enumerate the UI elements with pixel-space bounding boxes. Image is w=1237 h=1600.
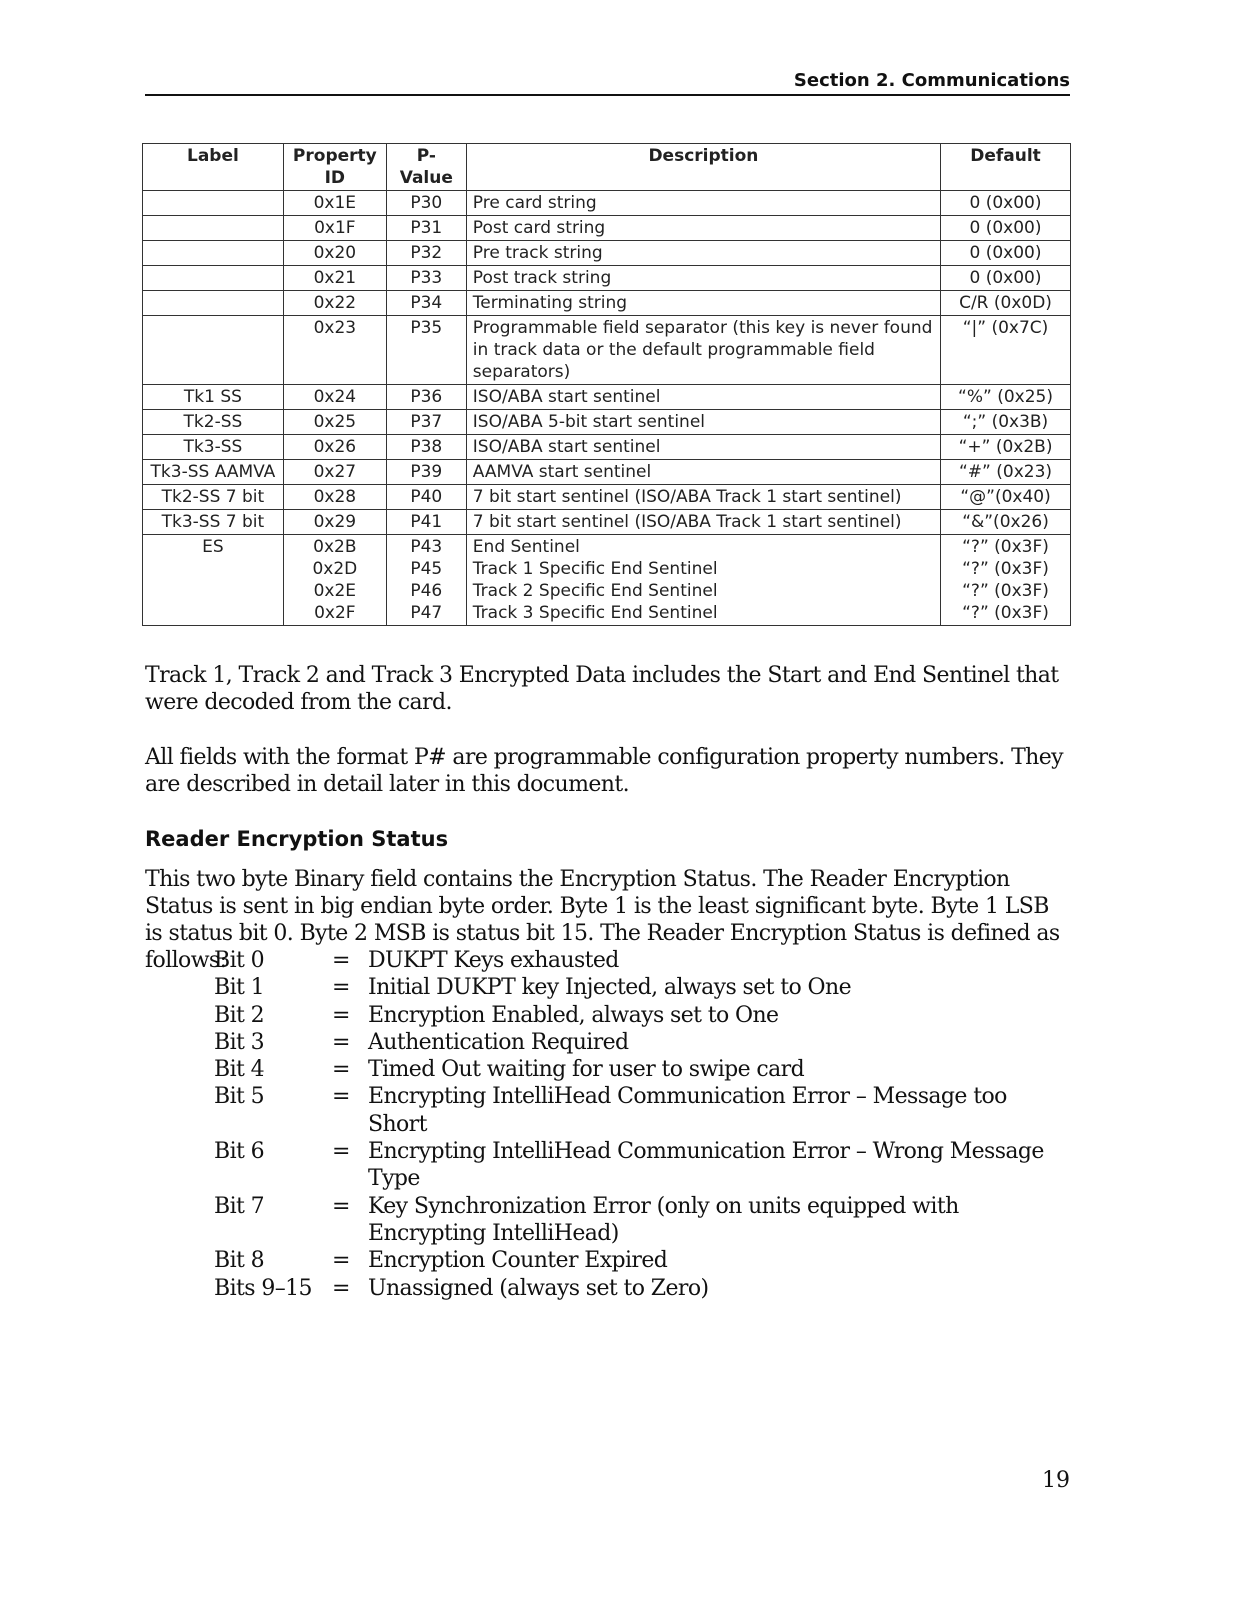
bit-definition xyxy=(214,1002,1070,1029)
cell-property-id: 0x1F xyxy=(283,216,386,241)
cell-property-id: 0x27 xyxy=(283,460,386,485)
cell-default: “%” (0x25) xyxy=(941,385,1071,410)
table-row xyxy=(143,241,1071,266)
cell-p-value: P35 xyxy=(386,316,466,385)
bit-definition xyxy=(214,1056,1070,1083)
cell-label: Tk2-SS xyxy=(143,410,284,435)
cell-default: “@”(0x40) xyxy=(941,485,1071,510)
bit-eq: = xyxy=(332,1193,350,1219)
cell-label: ES xyxy=(143,535,284,626)
cell-default: 0 (0x00) xyxy=(941,241,1071,266)
cell-description: Post track string xyxy=(466,266,940,291)
cell-property-id: 0x25 xyxy=(283,410,386,435)
cell-property-id: 0x1E xyxy=(283,191,386,216)
cell-description: Post card string xyxy=(466,216,940,241)
cell-label: Tk1 SS xyxy=(143,385,284,410)
cell-label xyxy=(143,191,284,216)
bit-eq: = xyxy=(332,975,350,1001)
cell-description: Pre card string xyxy=(466,191,940,216)
cell-p-value: P30 xyxy=(386,191,466,216)
bit-name: Bit 0 xyxy=(214,948,265,973)
bit-eq: = xyxy=(332,1139,350,1165)
cell-p-value: P41 xyxy=(386,510,466,535)
bit-name: Bit 6 xyxy=(214,1139,265,1165)
table-row xyxy=(143,460,1071,485)
cell-default: “+” (0x2B) xyxy=(941,435,1071,460)
bit-definition xyxy=(214,947,1070,974)
cell-default: 0 (0x00) xyxy=(941,266,1071,291)
cell-description: End Sentinel Track 1 Specific End Sentinel Track 2 Specific End Sentinel Track 3 Specific End Sentinel xyxy=(466,535,940,626)
table-row xyxy=(143,510,1071,535)
cell-p-value: P34 xyxy=(386,291,466,316)
cell-property-id: 0x21 xyxy=(283,266,386,291)
bit-text: Key Synchronization Error (only on units equipped with Encrypting IntelliHead) xyxy=(368,1193,959,1246)
paragraph-programmable-fields: All fields with the format P# are programmable configuration property numbers. They are described in detail later in this document. xyxy=(145,745,1063,797)
bit-name: Bits 9–15 xyxy=(214,1275,312,1301)
cell-property-id: 0x20 xyxy=(283,241,386,266)
cell-label: Tk3-SS xyxy=(143,435,284,460)
cell-property-id: 0x28 xyxy=(283,485,386,510)
cell-description: AAMVA start sentinel xyxy=(466,460,940,485)
table-row xyxy=(143,485,1071,510)
bit-eq: = xyxy=(332,948,350,973)
cell-p-value: P38 xyxy=(386,435,466,460)
cell-description: 7 bit start sentinel (ISO/ABA Track 1 start sentinel) xyxy=(466,510,940,535)
cell-default: “;” (0x3B) xyxy=(941,410,1071,435)
bit-definition xyxy=(214,1029,1070,1056)
bit-eq: = xyxy=(332,1248,350,1274)
cell-description: ISO/ABA start sentinel xyxy=(466,435,940,460)
cell-property-id: 0x29 xyxy=(283,510,386,535)
cell-label xyxy=(143,266,284,291)
bit-text: Timed Out waiting for user to swipe card xyxy=(368,1057,805,1083)
bit-eq: = xyxy=(332,1002,350,1028)
cell-default: “?” (0x3F) “?” (0x3F) “?” (0x3F) “?” (0x3F) xyxy=(941,535,1071,626)
cell-description: ISO/ABA 5-bit start sentinel xyxy=(466,410,940,435)
cell-description: 7 bit start sentinel (ISO/ABA Track 1 start sentinel) xyxy=(466,485,940,510)
table-row xyxy=(143,191,1071,216)
cell-p-value: P40 xyxy=(386,485,466,510)
cell-label xyxy=(143,291,284,316)
cell-property-id: 0x24 xyxy=(283,385,386,410)
table-row xyxy=(143,316,1071,385)
bit-eq: = xyxy=(332,1057,350,1083)
table-header-row xyxy=(143,144,1071,191)
bit-definition xyxy=(214,974,1070,1001)
section-heading: Reader Encryption Status xyxy=(145,827,449,851)
bit-eq: = xyxy=(332,1275,350,1301)
cell-label: Tk2-SS 7 bit xyxy=(143,485,284,510)
bit-text: Encryption Counter Expired xyxy=(368,1248,668,1274)
bit-name: Bit 1 xyxy=(214,975,265,1001)
bit-definition xyxy=(214,1247,1070,1274)
cell-label: Tk3-SS AAMVA xyxy=(143,460,284,485)
table-row xyxy=(143,216,1071,241)
cell-description: Terminating string xyxy=(466,291,940,316)
table-body xyxy=(143,191,1071,626)
bit-name: Bit 8 xyxy=(214,1248,265,1274)
cell-p-value: P39 xyxy=(386,460,466,485)
cell-default: “|” (0x7C) xyxy=(941,316,1071,385)
bit-definition xyxy=(214,1275,1070,1302)
cell-default: “#” (0x23) xyxy=(941,460,1071,485)
page-number: 19 xyxy=(1042,1468,1070,1493)
bit-name: Bit 3 xyxy=(214,1029,265,1055)
bit-text: Encrypting IntelliHead Communication Error – Message too Short xyxy=(368,1084,1007,1137)
bit-eq: = xyxy=(332,1029,350,1055)
bit-text: Initial DUKPT key Injected, always set to One xyxy=(368,975,851,1001)
bit-text: Encrypting IntelliHead Communication Error – Wrong Message Type xyxy=(368,1139,1044,1192)
cell-description: Pre track string xyxy=(466,241,940,266)
bit-text: Unassigned (always set to Zero) xyxy=(368,1275,709,1301)
cell-label xyxy=(143,216,284,241)
table-row xyxy=(143,291,1071,316)
bit-name: Bit 4 xyxy=(214,1057,265,1083)
cell-p-value: P32 xyxy=(386,241,466,266)
bit-name: Bit 2 xyxy=(214,1002,265,1028)
property-table xyxy=(142,143,1071,626)
header-property-id: Property ID xyxy=(283,144,386,191)
status-intro: This two byte Binary field contains the Encryption Status. The Reader Encryption Status is sent in big endian byte order. Byte 1 is the least significant byte. Byte 1 LSB is status bit 0. Byte 2 MSB is status bit 15. The Reader Encryption Status is defined as follows: xyxy=(145,867,1060,973)
cell-default: C/R (0x0D) xyxy=(941,291,1071,316)
bit-eq: = xyxy=(332,1084,350,1110)
cell-label: Tk3-SS 7 bit xyxy=(143,510,284,535)
cell-property-id: 0x23 xyxy=(283,316,386,385)
bit-text: DUKPT Keys exhausted xyxy=(368,948,619,973)
header-description: Description xyxy=(466,144,940,191)
cell-default: 0 (0x00) xyxy=(941,191,1071,216)
bit-text: Encryption Enabled, always set to One xyxy=(368,1002,779,1028)
cell-label xyxy=(143,316,284,385)
table-row xyxy=(143,535,1071,626)
cell-property-id: 0x26 xyxy=(283,435,386,460)
header-p-value: P- Value xyxy=(386,144,466,191)
bit-definition-list xyxy=(214,947,1070,1302)
bit-text: Authentication Required xyxy=(368,1029,629,1055)
bit-name: Bit 7 xyxy=(214,1193,265,1219)
cell-description: Programmable field separator (this key is never found in track data or the default programmable field separators) xyxy=(466,316,940,385)
cell-p-value: P43 P45 P46 P47 xyxy=(386,535,466,626)
table-row xyxy=(143,385,1071,410)
cell-default: “&”(0x26) xyxy=(941,510,1071,535)
cell-label xyxy=(143,241,284,266)
cell-property-id: 0x2B 0x2D 0x2E 0x2F xyxy=(283,535,386,626)
cell-default: 0 (0x00) xyxy=(941,216,1071,241)
table-row xyxy=(143,410,1071,435)
table-row xyxy=(143,435,1071,460)
bit-name: Bit 5 xyxy=(214,1084,265,1110)
header-default: Default xyxy=(941,144,1071,191)
bit-definition xyxy=(214,1083,1070,1138)
cell-description: ISO/ABA start sentinel xyxy=(466,385,940,410)
header-label: Label xyxy=(143,144,284,191)
cell-p-value: P33 xyxy=(386,266,466,291)
table-row xyxy=(143,266,1071,291)
bit-definition xyxy=(214,1138,1070,1193)
cell-property-id: 0x22 xyxy=(283,291,386,316)
paragraph-encrypted-data: Track 1, Track 2 and Track 3 Encrypted Data includes the Start and End Sentinel that were decoded from the card. xyxy=(145,663,1059,715)
cell-p-value: P36 xyxy=(386,385,466,410)
cell-p-value: P37 xyxy=(386,410,466,435)
section-header: Section 2. Communications xyxy=(145,70,1070,96)
cell-p-value: P31 xyxy=(386,216,466,241)
bit-definition xyxy=(214,1193,1070,1248)
